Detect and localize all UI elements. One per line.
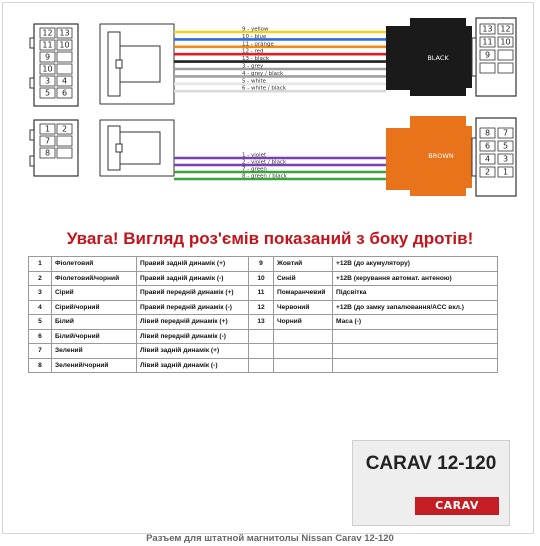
table-cell: 4: [29, 300, 52, 315]
model-box: [352, 440, 510, 526]
table-cell: Червоний: [274, 300, 333, 315]
table-cell: Синій: [274, 271, 333, 286]
table-row: [29, 300, 498, 315]
table-cell: [333, 344, 498, 359]
pin-number: 12: [42, 28, 53, 38]
plug-brown: [386, 116, 472, 196]
table-row: [29, 358, 498, 373]
pin-number: 9: [484, 50, 491, 60]
table-cell: Білий/чорний: [52, 329, 137, 344]
wire-label: 12 - red: [242, 48, 264, 55]
table-cell: Маса (-): [333, 315, 498, 330]
table-cell: Лівий задній динамік (+): [137, 344, 249, 359]
pin-number: 3: [502, 154, 509, 164]
wire-label: 9 - yellow: [242, 26, 269, 33]
table-cell: Сірий/чорний: [52, 300, 137, 315]
caption: Разъем для штатной магнитолы Nissan Carav 12-120: [146, 533, 394, 544]
pin-cell: [57, 52, 72, 62]
wire-bundle-bottom: [174, 153, 386, 180]
pin-cell: [57, 64, 72, 74]
table-cell: [249, 329, 274, 344]
table-cell: [274, 329, 333, 344]
pin-number: 4: [61, 76, 68, 86]
pin-number: 13: [59, 28, 70, 38]
pin-number: 10: [59, 40, 70, 50]
table-row: [29, 257, 498, 272]
pin-cell: [498, 63, 513, 73]
pinout-table: [28, 256, 498, 373]
table-cell: 1: [29, 257, 52, 272]
table-cell: 12: [249, 300, 274, 315]
table-cell: [249, 358, 274, 373]
table-cell: 8: [29, 358, 52, 373]
warning-title: Увага! Вигляд роз'ємів показаний з боку дротів!: [66, 229, 474, 248]
pin-number: 12: [500, 24, 511, 34]
iso-connector-bottom: [472, 118, 516, 196]
table-cell: Білий: [52, 315, 137, 330]
pin-number: 9: [44, 52, 51, 62]
table-cell: +12В (до замку запалювання/ACC вкл.): [333, 300, 498, 315]
table-cell: Правий передній динамік (+): [137, 286, 249, 301]
pin-number: 6: [484, 141, 491, 151]
plug-black-label: BLACK: [427, 54, 449, 62]
pin-number: 10: [500, 37, 511, 47]
table-cell: Підсвітка: [333, 286, 498, 301]
pin-number: 11: [482, 37, 493, 47]
model-title: CARAV 12-120: [365, 453, 497, 474]
pin-number: 1: [44, 124, 51, 134]
iso-connector-top: [472, 18, 516, 96]
wire-label: 7 - green: [242, 166, 267, 173]
pin-number: 4: [484, 154, 491, 164]
connector-side-bottom: [100, 120, 174, 176]
table-cell: Сірий: [52, 286, 137, 301]
table-cell: [333, 329, 498, 344]
table-cell: 9: [249, 257, 274, 272]
table-cell: +12В (до акумулятору): [333, 257, 498, 272]
table-cell: 5: [29, 315, 52, 330]
table-cell: Помаранчевий: [274, 286, 333, 301]
wire-label: 1 - violet: [242, 152, 267, 159]
table-cell: 11: [249, 286, 274, 301]
brand-logo: CARAV: [415, 497, 499, 515]
plug-brown-label: BROWN: [428, 152, 454, 160]
table-cell: +12В (керування автомат. антеною): [333, 271, 498, 286]
table-cell: [333, 358, 498, 373]
wire-label: 8 - green / black: [242, 173, 287, 180]
pin-number: 8: [484, 128, 491, 138]
wire-label: 13 - black: [242, 56, 270, 63]
wire-label: 4 - grey / black: [242, 70, 284, 77]
table-row: [29, 271, 498, 286]
left-connector-bottom: [30, 120, 78, 176]
table-cell: [249, 344, 274, 359]
table-cell: Лівий передній динамік (-): [137, 329, 249, 344]
table-row: [29, 315, 498, 330]
table-cell: Зелений/чорний: [52, 358, 137, 373]
left-connector-top: [30, 24, 78, 106]
wire-label: 3 - grey: [242, 63, 264, 70]
connector-side-top: [100, 24, 174, 104]
table-cell: 2: [29, 271, 52, 286]
pin-cell: [57, 136, 72, 146]
pin-number: 7: [44, 136, 51, 146]
pin-number: 5: [502, 141, 509, 151]
wire-label: 2 - violet / black: [242, 159, 287, 166]
pin-number: 6: [61, 88, 68, 98]
table-cell: Правий задній динамік (+): [137, 257, 249, 272]
table-cell: Лівий задній динамік (-): [137, 358, 249, 373]
table-cell: [274, 358, 333, 373]
pin-number: 7: [502, 128, 509, 138]
pin-number: 11: [42, 40, 53, 50]
wire-label: 6 - white / black: [242, 85, 286, 92]
pin-number: 10: [42, 64, 53, 74]
pin-number: 2: [484, 167, 491, 177]
pin-cell: [498, 50, 513, 60]
table-cell: Фіолетовий: [52, 257, 137, 272]
table-cell: Чорний: [274, 315, 333, 330]
wire-label: 10 - blue: [242, 33, 267, 40]
pin-cell: [57, 148, 72, 158]
table-cell: Жовтий: [274, 257, 333, 272]
pin-number: 5: [44, 88, 51, 98]
wiring-diagram: [0, 0, 540, 230]
plug-black: [386, 18, 472, 96]
table-row: [29, 344, 498, 359]
pin-number: 3: [44, 76, 51, 86]
table-row: [29, 286, 498, 301]
table-cell: Правий задній динамік (-): [137, 271, 249, 286]
table-cell: 3: [29, 286, 52, 301]
table-cell: 10: [249, 271, 274, 286]
wire-label: 11 - orange: [242, 41, 274, 48]
pin-number: 2: [61, 124, 68, 134]
pin-number: 13: [482, 24, 493, 34]
table-cell: 13: [249, 315, 274, 330]
table-cell: Лівий передній динамік (+): [137, 315, 249, 330]
table-cell: Зелений: [52, 344, 137, 359]
pin-number: 1: [502, 167, 509, 177]
table-cell: Фіолетовий/чорний: [52, 271, 137, 286]
wire-label: 5 - white: [242, 78, 267, 85]
wire-bundle-top: [174, 27, 386, 92]
table-cell: 6: [29, 329, 52, 344]
pin-number: 8: [44, 148, 51, 158]
table-cell: 7: [29, 344, 52, 359]
table-row: [29, 329, 498, 344]
table-cell: [274, 344, 333, 359]
pin-cell: [480, 63, 495, 73]
table-cell: Правий передній динамік (-): [137, 300, 249, 315]
